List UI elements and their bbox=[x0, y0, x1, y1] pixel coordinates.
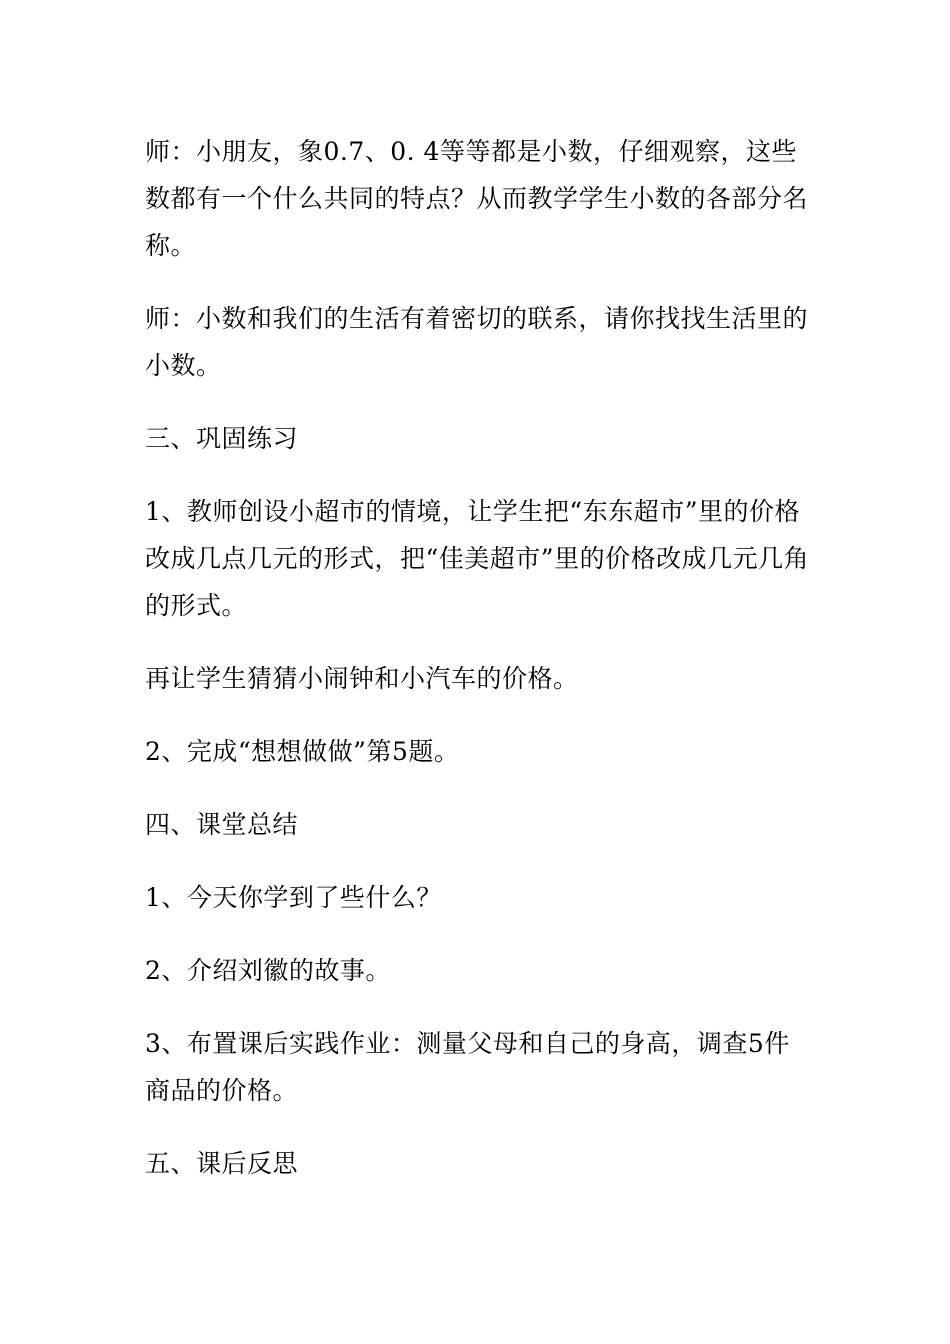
paragraph-exercise-1: 1、教师创设小超市的情境，让学生把“东东超市”里的价格改成几点几元的形式，把“佳美超市”里的价格改成几元几角的形式。 bbox=[145, 497, 810, 620]
heading-section-five: 五、课后反思 bbox=[145, 1149, 299, 1178]
paragraph-teacher-find-decimals: 师：小数和我们的生活有着密切的联系，请你找找生活里的小数。 bbox=[145, 304, 809, 380]
paragraph-summary-2: 2、介绍刘徽的故事。 bbox=[145, 956, 391, 985]
paragraph-exercise-2: 2、完成“想想做做”第5题。 bbox=[145, 737, 460, 766]
heading-section-three: 三、巩固练习 bbox=[145, 424, 299, 453]
document-body bbox=[145, 128, 815, 1213]
paragraph-summary-3: 3、布置课后实践作业：测量父母和自己的身高，调查5件商品的价格。 bbox=[145, 1029, 790, 1105]
heading-section-four: 四、课堂总结 bbox=[145, 810, 299, 839]
paragraph-summary-1: 1、今天你学到了些什么？ bbox=[145, 883, 442, 912]
paragraph-guess-prices: 再让学生猜猜小闹钟和小汽车的价格。 bbox=[145, 664, 579, 693]
paragraph-teacher-question-decimals: 师：小朋友，象0.7、0. 4等等都是小数，仔细观察，这些数都有一个什么共同的特点？从而教学学生小数的各部分名称。 bbox=[145, 137, 809, 260]
